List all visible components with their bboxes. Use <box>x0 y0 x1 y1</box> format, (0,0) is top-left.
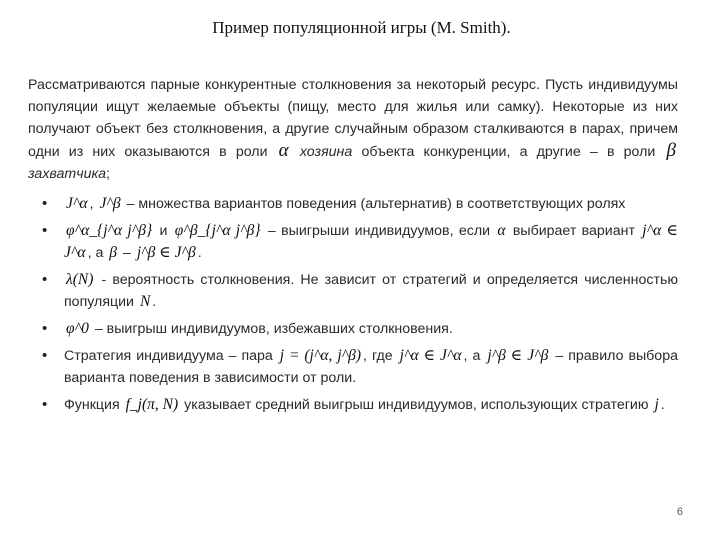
bullet-text: указывает средний выигрыш индивидуумов, использующих стратегию <box>184 397 649 413</box>
beta-symbol: β <box>666 140 676 161</box>
bullet-strategy-definition <box>28 345 678 389</box>
math-phi-beta: φ^β_{j^α j^β} <box>174 222 261 239</box>
math-j-beta-in-J-beta: j^β ∈ J^β <box>136 244 196 261</box>
intro-end: ; <box>106 166 110 182</box>
bullet-text: , а <box>87 245 104 261</box>
bullet-list <box>28 193 678 416</box>
owner-term: хозяина <box>299 144 353 160</box>
math-J-beta: J^β <box>99 195 121 212</box>
math-j-beta-in-J-beta: j^β ∈ J^β <box>487 347 549 364</box>
alpha-symbol: α <box>497 222 506 239</box>
slide-content <box>28 74 678 421</box>
bullet-strategy-sets <box>28 193 678 215</box>
math-J-alpha: J^α <box>66 195 88 212</box>
bullet-text: Стратегия индивидуума – пара <box>64 348 273 364</box>
bullet-text: – множества вариантов поведения (альтернатив) в соответствующих ролях <box>126 196 626 212</box>
bullet-collision-probability <box>28 269 678 313</box>
bullet-text: выбирает вариант <box>512 223 635 239</box>
alpha-symbol: α <box>278 140 289 161</box>
math-phi-zero: φ^0 <box>66 320 89 337</box>
bullet-payoff-function <box>28 394 678 416</box>
bullet-end: . <box>152 294 157 310</box>
intro-text-2: объекта конкуренции, а другие – в роли <box>361 144 656 160</box>
math-j-pair: j = (j^α, j^β) <box>279 347 362 364</box>
bullet-text: , а <box>463 348 481 364</box>
bullet-payoffs <box>28 220 678 264</box>
slide-title: Пример популяционной игры (M. Smith). <box>212 18 511 37</box>
bullet-text: – выигрыш индивидуумов, избежавших столкновения. <box>94 321 453 337</box>
bullet-text: Функция <box>64 397 120 413</box>
bullet-text: – <box>122 245 131 261</box>
conjunction: и <box>159 223 168 239</box>
bullet-text: - вероятность столкновения. Не зависит от стратегий и определяется численностью популяции <box>64 272 678 310</box>
bullet-text: – выигрыши индивидуумов, если <box>267 223 491 239</box>
math-j-alpha-in-J-alpha: j^α ∈ J^α <box>399 347 462 364</box>
beta-symbol: β <box>109 244 118 261</box>
intro-text-1: Рассматриваются парные конкурентные столкновения за некоторый ресурс. Пусть индивидуумы популяции ищут желаемые объекты (пищу, место для жилья или самку). Некоторые из них получают объект без столкновения, а другие случайным образом сталкиваются в парах, причем одни из них оказываются в роли <box>28 77 678 160</box>
math-lambda-N: λ(N) <box>66 271 94 288</box>
math-phi-alpha: φ^α_{j^α j^β} <box>66 222 153 239</box>
separator: , <box>89 196 94 212</box>
bullet-end: . <box>660 397 665 413</box>
bullet-no-collision-payoff <box>28 318 678 340</box>
bullet-end: . <box>197 245 202 261</box>
capturer-term: захватчика <box>28 166 107 182</box>
math-f-j: f_j(π, N) <box>125 396 179 413</box>
page-number: 6 <box>676 506 683 518</box>
bullet-text: – правило выбора варианта поведения в зависимости от роли. <box>64 348 678 386</box>
math-j: j <box>654 396 659 413</box>
math-j-alpha-in-J-alpha: j^α ∈ J^α <box>64 222 678 261</box>
bullet-text: , где <box>363 348 393 364</box>
math-N: N <box>139 293 151 310</box>
intro-paragraph <box>28 74 678 185</box>
